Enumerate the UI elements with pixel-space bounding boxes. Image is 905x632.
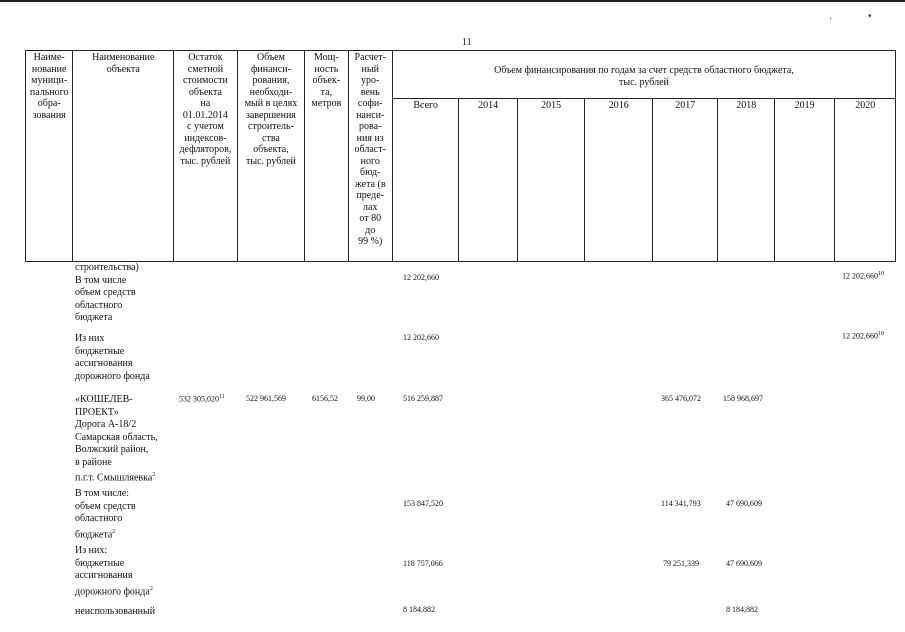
header-funding-by-year: Объем финансирования по годам за счет средств областного бюджета, тыс. рублей <box>392 51 895 99</box>
object-name-cell: Из них: бюджетные ассигнования дорожного фонда$^2$ <box>75 545 153 597</box>
header-year-total: Всего <box>392 99 459 262</box>
year-2020-cell: 12 202,660$^{10}$ <box>842 271 884 281</box>
object-name-cell: строительства) В том числе объем средств областного бюджета <box>75 262 139 323</box>
header-year-2017: 2017 <box>652 99 718 262</box>
year-2018-cell: 47 690,609 <box>726 499 762 508</box>
year-2017-cell: 79 251,339 <box>663 559 699 568</box>
scan-top-border <box>0 0 905 2</box>
header-municipality: Наиме- нование муници- пального обра- зования <box>26 51 73 262</box>
header-year-2016: 2016 <box>585 99 653 262</box>
cofinancing-level-cell: 99,00 <box>357 394 375 403</box>
header-year-2015: 2015 <box>517 99 585 262</box>
financing-needed-cell: 522 961,569 <box>246 394 286 403</box>
header-year-2014: 2014 <box>459 99 517 262</box>
scan-mark: ▾ <box>868 12 872 20</box>
header-year-2018: 2018 <box>718 99 774 262</box>
header-year-2020: 2020 <box>835 99 896 262</box>
total-cell: 12 202,660 <box>403 273 439 282</box>
total-cell: 516 259,887 <box>403 394 443 403</box>
header-year-2019: 2019 <box>774 99 834 262</box>
capacity-cell: 6156,52 <box>312 394 338 403</box>
year-2018-cell: 8 184,882 <box>726 605 758 614</box>
scan-mark: ' <box>830 16 832 26</box>
object-name-cell: неиспользованный <box>75 606 156 617</box>
object-name-cell: В том числе: объем средств областного бюджета$^2$ <box>75 488 136 540</box>
header-object-name: Наименование объекта <box>73 51 174 262</box>
table-header <box>25 50 896 262</box>
total-cell: 8 184,882 <box>403 605 435 614</box>
total-cell: 12 202,660 <box>403 333 439 342</box>
remaining-cost-cell: 532 305,020$^{11}$ <box>179 394 225 404</box>
object-name-cell: «КОШЕЛЕВ- ПРОЕКТ» Дорога А-18/2 Самарская область, Волжский район, в районе п.г.т. Смышляевка$^2$ <box>75 394 158 484</box>
year-2017-cell: 114 341,793 <box>661 499 701 508</box>
header-capacity: Мощ- ность объек- та, метров <box>305 51 348 262</box>
total-cell: 118 757,066 <box>403 559 443 568</box>
header-cofinancing-level: Расчет- ный уро- вень софи- нанси- рова- ния из област- ного бюд- жета (в преде- лах от 80 до 99 %) <box>348 51 392 262</box>
year-2018-cell: 158 968,697 <box>723 394 763 403</box>
year-2020-cell: 12 202,660$^{10}$ <box>842 331 884 341</box>
year-2017-cell: 365 476,072 <box>661 394 701 403</box>
header-remaining-cost: Остаток сметной стоимости объекта на 01.01.2014 с учетом индексов- дефляторов, тыс. рублей <box>174 51 238 262</box>
object-name-cell: Из них бюджетные ассигнования дорожного фонда <box>75 333 150 382</box>
page-number: 11 <box>462 37 472 48</box>
total-cell: 153 847,520 <box>403 499 443 508</box>
year-2018-cell: 47 690,609 <box>726 559 762 568</box>
header-financing-needed: Объем финанси- рования, необходи- мый в целях завершения строитель- ства объекта, тыс. рублей <box>237 51 305 262</box>
